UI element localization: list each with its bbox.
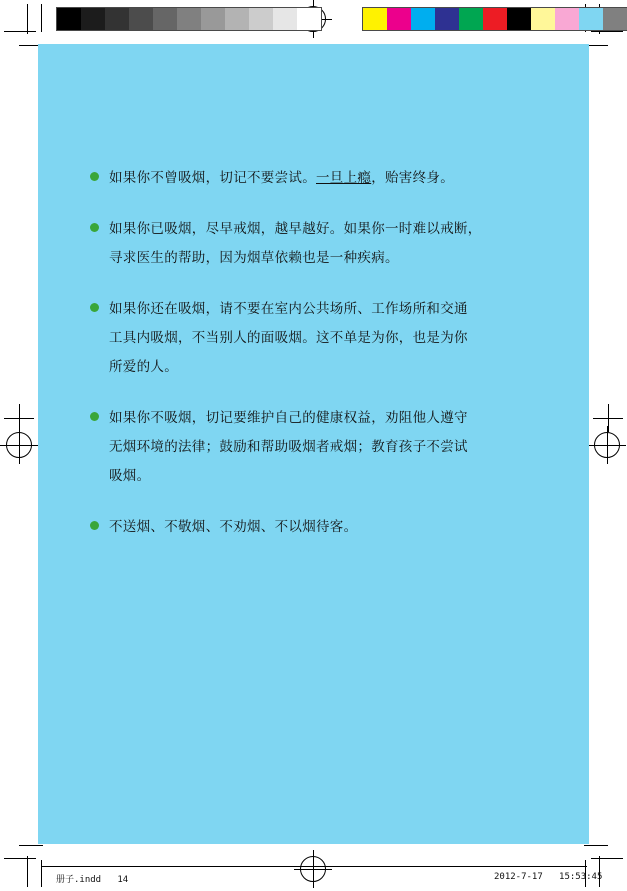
bullet-dot-icon xyxy=(90,303,99,312)
list-item xyxy=(90,513,545,542)
registration-target-bottom-icon xyxy=(300,856,326,882)
footer-filename: 册子.indd 14 xyxy=(56,875,129,885)
color-swatch xyxy=(411,8,435,30)
crop-mark-bottom-left-horizontal-2 xyxy=(19,845,43,846)
crop-mark-bottom-right-horizontal-2 xyxy=(584,845,608,846)
grayscale-calibration-bar xyxy=(56,7,322,31)
color-swatch xyxy=(387,8,411,30)
grayscale-swatch xyxy=(249,8,273,30)
registration-target-left-icon xyxy=(6,432,32,458)
grayscale-swatch xyxy=(177,8,201,30)
grayscale-swatch xyxy=(81,8,105,30)
text-segment: 所爱的人。 xyxy=(109,359,178,375)
crop-mark-bottom-left-vertical-2 xyxy=(41,860,42,887)
footer-timestamp: 2012-7-17 15:53:45 xyxy=(494,872,603,882)
text-line xyxy=(109,164,454,193)
text-segment: 寻求医生的帮助，因为烟草依赖也是一种疾病。 xyxy=(109,250,399,266)
text-line xyxy=(109,513,357,542)
color-swatch xyxy=(507,8,531,30)
color-swatch xyxy=(435,8,459,30)
registration-target-right-icon xyxy=(594,432,620,458)
list-item xyxy=(90,164,545,193)
list-item xyxy=(90,404,545,491)
bullet-dot-icon xyxy=(90,412,99,421)
color-swatch xyxy=(363,8,387,30)
grayscale-swatch xyxy=(129,8,153,30)
text-segment: 工具内吸烟，不当别人的面吸烟。这不单是为你，也是为你 xyxy=(109,330,468,346)
crop-mark-bottom-left-horizontal xyxy=(4,858,36,859)
text-line xyxy=(109,433,468,462)
bullet-list xyxy=(90,164,545,564)
text-line xyxy=(109,244,482,273)
grayscale-swatch xyxy=(201,8,225,30)
text-segment: 不送烟、不敬烟、不劝烟、不以烟待客。 xyxy=(109,519,358,535)
bullet-dot-icon xyxy=(90,521,99,530)
text-segment: 吸烟。 xyxy=(109,468,151,484)
text-line xyxy=(109,353,468,382)
crop-mark-top-left-vertical xyxy=(27,4,28,34)
list-item-text xyxy=(109,404,468,491)
text-segment: 如果你不曾吸烟，切记不要尝试。 xyxy=(109,170,316,186)
list-item xyxy=(90,215,545,273)
page-canvas xyxy=(38,44,589,844)
list-item-text xyxy=(109,295,468,382)
grayscale-swatch xyxy=(297,8,321,30)
color-calibration-bar xyxy=(362,7,627,31)
crop-mark-bottom-left-vertical xyxy=(27,856,28,887)
footer-divider xyxy=(41,866,587,867)
color-swatch xyxy=(555,8,579,30)
text-line xyxy=(109,324,468,353)
text-segment: 无烟环境的法律；鼓励和帮助吸烟者戒烟；教育孩子不尝试 xyxy=(109,439,468,455)
grayscale-swatch xyxy=(105,8,129,30)
text-line xyxy=(109,404,468,433)
crop-mark-bottom-right-horizontal xyxy=(591,858,623,859)
text-line xyxy=(109,295,468,324)
text-line xyxy=(109,462,468,491)
list-item-text xyxy=(109,513,357,542)
crop-mark-top-left-horizontal xyxy=(4,31,36,32)
color-swatch xyxy=(459,8,483,30)
text-segment: 如果你还在吸烟，请不要在室内公共场所、工作场所和交通 xyxy=(109,301,468,317)
text-segment: 如果你已吸烟，尽早戒烟，越早越好。如果你一时难以戒断， xyxy=(109,221,482,237)
color-swatch xyxy=(531,8,555,30)
grayscale-swatch xyxy=(225,8,249,30)
bullet-dot-icon xyxy=(90,172,99,181)
list-item-text xyxy=(109,215,482,273)
bullet-dot-icon xyxy=(90,223,99,232)
list-item-text xyxy=(109,164,454,193)
text-segment: ，贻害终身。 xyxy=(371,170,455,186)
crop-mark-top-right-horizontal xyxy=(591,31,623,32)
underlined-text: 一旦上瘾 xyxy=(316,170,372,186)
grayscale-swatch xyxy=(153,8,177,30)
list-item xyxy=(90,295,545,382)
color-swatch xyxy=(579,8,603,30)
crop-mark-top-left-vertical-2 xyxy=(41,4,42,32)
text-line xyxy=(109,215,482,244)
color-swatch xyxy=(483,8,507,30)
color-swatch xyxy=(603,8,627,30)
text-segment: 如果你不吸烟，切记要维护自己的健康权益，劝阻他人遵守 xyxy=(109,410,468,426)
grayscale-swatch xyxy=(57,8,81,30)
grayscale-swatch xyxy=(273,8,297,30)
crop-mark-mid-right-vertical xyxy=(608,404,609,432)
